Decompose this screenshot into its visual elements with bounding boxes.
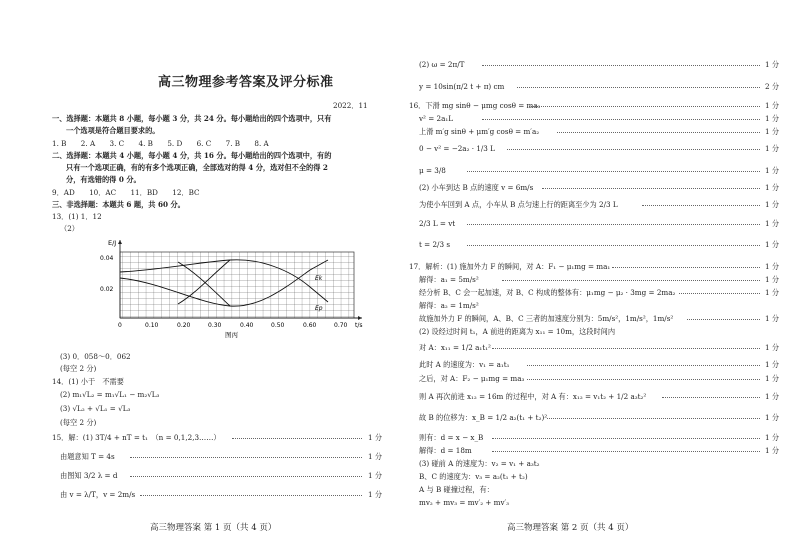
score-q17-1: 1 分 [765, 262, 780, 271]
score-q16-7: 1 分 [765, 200, 780, 209]
q16-line7: 为使小车回到 A 点，小车从 B 点匀速上行的距离至少为 2/3 L [419, 200, 618, 209]
q14-part3: (3) √L₂ + √L₁ = √L₃ [60, 404, 131, 413]
q16-line2: v² = 2a₁L [419, 114, 454, 123]
q16-line9: t = 2/3 s [419, 240, 451, 249]
page-footer-1: 高三物理答案 第 1 页（共 4 页） [150, 523, 277, 533]
energy-time-graph [60, 232, 370, 342]
score-q17-3: 1 分 [765, 288, 780, 297]
q17-line11: 故 B 的位移为：x_B = 1/2 a₂(t₁ + t₂)² [419, 413, 548, 422]
y-tick-002: 0.02 [100, 286, 114, 293]
q14-part1: 14．(1) 小于 不需要 [52, 377, 124, 386]
score-q16-6: 1 分 [765, 183, 780, 192]
x-tick-070: 0.70 [334, 322, 348, 329]
score-q15-omega: 1 分 [765, 60, 780, 69]
page-title: 高三物理参考答案及评分标准 [158, 75, 334, 90]
section-2-heading: 二、选择题：本题共 4 小题，每小题 4 分，共 16 分。每小题给出的四个选项中，有的 [52, 151, 332, 160]
score-q17-11: 1 分 [765, 413, 780, 422]
score-q17-5: 1 分 [765, 314, 780, 323]
q15-line3: 由图知 3/2 λ = d [60, 471, 118, 480]
x-tick-030: 0.30 [208, 322, 222, 329]
exam-date: 2022．11 [333, 101, 368, 110]
answer-page-2 [397, 0, 794, 558]
score-q16-8: 1 分 [765, 219, 780, 228]
section-3-heading: 三、非选择题：本题共 6 题，共 60 分。 [52, 200, 185, 209]
section-1-heading-cont: 一个选项是符合题目要求的。 [66, 126, 160, 135]
q17-line4: 解得：a₂ = 1m/s² [419, 301, 479, 310]
page-footer-2: 高三物理答案 第 2 页（共 4 页） [507, 523, 634, 533]
q16-line5: μ = 3/8 [419, 166, 446, 175]
q15-line4: 由 v = λ/T，v = 2m/s [60, 490, 136, 499]
section-2-answers: 9．AD 10．AC 11．BD 12．BC [52, 188, 200, 197]
q17-line9: 之后，对 A：F₂ − μ₁mg = ma₃ [419, 374, 525, 383]
score-q17-2: 1 分 [765, 275, 780, 284]
score-q15-4: 1 分 [368, 490, 383, 499]
score-q17-7: 1 分 [765, 343, 780, 352]
score-q16-4: 1 分 [765, 144, 780, 153]
x-tick-010: 0.10 [145, 322, 159, 329]
score-q16-3: 1 分 [765, 127, 780, 136]
x-tick-020: 0.20 [177, 322, 191, 329]
score-q15-1: 1 分 [368, 433, 383, 442]
score-q17-12: 1 分 [765, 433, 780, 442]
q17-line2: 解得：a₁ = 5m/s² [419, 275, 479, 284]
q15-line1: 15．解：(1) 3T/4 + nT = t₁ （n = 0,1,2,3……） [52, 433, 221, 442]
q17-line13: 解得：d = 18m [419, 446, 472, 455]
q15-line2: 由题意知 T = 4s [60, 452, 115, 461]
q13-note: (每空 2 分) [60, 364, 97, 373]
q16-line1: 16．下滑 mg sinθ − μmg cosθ = ma₁ [409, 101, 541, 110]
y-axis-label: E/J [108, 239, 117, 247]
q17-line7: 对 A：x₁₁ = 1/2 a₁t₁² [419, 343, 491, 352]
q14-note: (每空 2 分) [60, 418, 97, 427]
score-q17-8: 1 分 [765, 360, 780, 369]
q17-line1: 17．解析：(1) 施加外力 F 的瞬间，对 A：F₁ − μ₁mg = ma₁ [409, 262, 611, 271]
score-q17-10: 1 分 [765, 392, 780, 401]
score-q15-wave: 2 分 [765, 82, 780, 91]
graph-caption: 图丙 [225, 331, 238, 339]
x-tick-050: 0.50 [271, 322, 285, 329]
section-1-answers: 1. B 2. A 3. C 4. B 5. D 6. C 7. B 8. A [52, 139, 269, 148]
score-q17-13: 1 分 [765, 446, 780, 455]
q13-part1: 13．(1) 1．12 [52, 212, 102, 221]
section-2-heading-cont2: 分，有选错的得 0 分。 [66, 175, 141, 184]
q15-wave-eq: y = 10sin(π/2 t + π) cm [419, 82, 505, 91]
q17-line8: 此时 A 的速度为：v₁ = a₁t₁ [419, 360, 510, 369]
score-q16-2: 1 分 [765, 114, 780, 123]
x-tick-040: 0.40 [240, 322, 254, 329]
score-q17-9: 1 分 [765, 374, 780, 383]
section-2-heading-cont: 只有一个选项正确，有的有多个选项正确，全部选对的得 4 分，选对但不全的得 2 [66, 163, 328, 172]
q14-part2: (2) m₁√L₂ = m₁√L₁ − m₂√L₃ [60, 390, 160, 399]
q17-line6: (2) 设经过时间 t₁，A 前进的距离为 x₁₁ = 10m，这段时间内 [419, 327, 616, 336]
x-axis-label: t/s [355, 322, 363, 329]
q17-line5: 故施加外力 F 的瞬间，A、B、C 三者的加速度分别为：5m/s²，1m/s²，1m/s² [419, 314, 674, 323]
q13-part2: （2） [60, 224, 79, 233]
q15-omega: (2) ω = 2π/T [419, 60, 465, 69]
score-q16-1: 1 分 [765, 101, 780, 110]
score-q15-3: 1 分 [368, 471, 383, 480]
section-1-heading: 一、选择题：本题共 8 小题，每小题 3 分，共 24 分。每小题给出的四个选项中，只有 [52, 114, 332, 123]
q17-line15: B、C 的速度为：v₃ = a₂(t₁ + t₂) [419, 472, 528, 481]
q16-line4: 0 − v² = −2a₂ · 1/3 L [419, 144, 495, 153]
q17-line14: (3) 碰前 A 的速度为：v₂ = v₁ + a₃t₂ [419, 459, 540, 468]
q17-line16: A 与 B 碰撞过程，有： [419, 485, 494, 494]
q16-line8: 2/3 L = vt [419, 219, 456, 228]
q13-part3: (3) 0．058～0．062 [60, 352, 131, 361]
x-tick-060: 0.60 [303, 322, 317, 329]
y-tick-004: 0.04 [100, 255, 114, 262]
score-q16-9: 1 分 [765, 240, 780, 249]
ep-label: Ep [315, 305, 323, 312]
score-q15-2: 1 分 [368, 452, 383, 461]
q16-line3: 上滑 m′g sinθ + μm′g cosθ = m′a₂ [419, 127, 540, 136]
score-q16-5: 1 分 [765, 166, 780, 175]
q17-line3: 经分析 B、C 会一起加速，对 B、C 构成的整体有：μ₁mg − μ₂ · 3mg = 2ma₂ [419, 288, 676, 297]
x-tick-0: 0 [118, 322, 122, 329]
q17-line12: 则有：d = x − x_B [419, 433, 484, 442]
ek-label: Ek [315, 275, 323, 282]
q17-line10: 则 A 再次前进 x₁₂ = 16m 的过程中，对 A 有：x₁₂ = v₁t₂ + 1/2 a₃t₂² [419, 392, 647, 401]
q16-line6: (2) 小车到达 B 点的速度 v = 6m/s [419, 183, 534, 192]
q17-line17: mv₂ + mv₃ = mv′₂ + mv′₃ [419, 498, 510, 507]
